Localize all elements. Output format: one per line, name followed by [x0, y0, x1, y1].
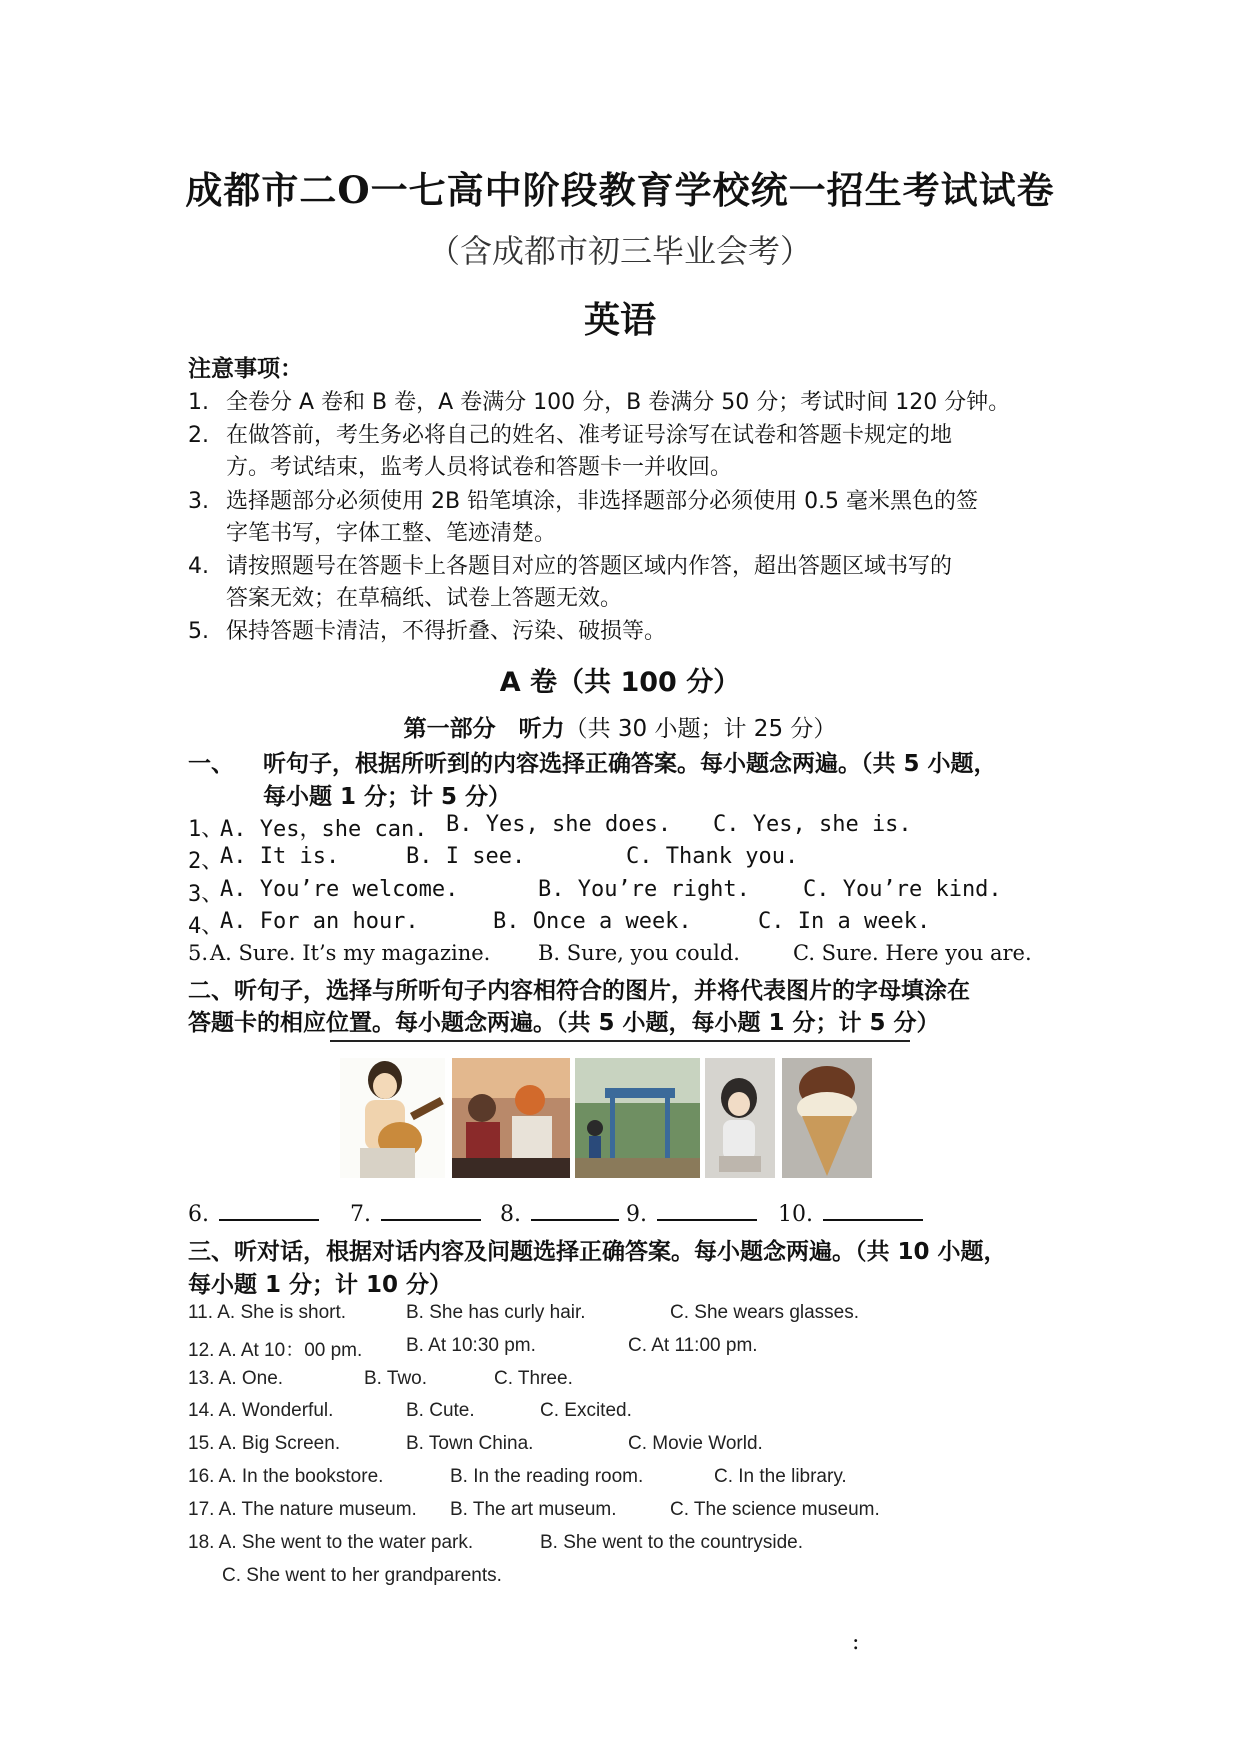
- footer-mark: :: [852, 1630, 860, 1655]
- question-row: 11. A. She is short. B. She has curly hair. C. She wears glasses.: [188, 1302, 860, 1323]
- exam-title: 成都市二O一七高中阶段教育学校统一招生考试试卷: [185, 168, 1055, 212]
- ice-cream-picture: [782, 1058, 872, 1178]
- exam-subtitle: （含成都市初三毕业会考）: [427, 232, 812, 270]
- answer-blank[interactable]: 8.: [500, 1197, 619, 1227]
- guitar-player-picture: [340, 1058, 445, 1178]
- note-item-continuation: 方。考试结束，监考人员将试卷和答题卡一并收回。: [226, 455, 733, 480]
- question-row: 3、 A. You’re welcome. B. You’re right. C. You’re kind.: [188, 877, 1002, 907]
- people-chatting-picture: [452, 1058, 570, 1178]
- note-item-continuation: 字笔书写，字体工整、笔迹清楚。: [226, 521, 557, 546]
- section-three-instructions-cont: 每小题 1 分；计 10 分）: [188, 1272, 453, 1298]
- exam-subject: 英语: [583, 299, 656, 341]
- note-item: 3. 选择题部分必须使用 2B 铅笔填涂，非选择题部分必须使用 0.5 毫米黑色的签: [188, 489, 979, 514]
- girl-crouching-picture: [705, 1058, 775, 1178]
- question-row: 17. A. The nature museum. B. The art museum. C. The science museum.: [188, 1499, 880, 1520]
- question-row: 16. A. In the bookstore. B. In the reading room. C. In the library.: [188, 1466, 847, 1487]
- question-row: 5. A. Sure. It’s my magazine. B. Sure, you could. C. Sure. Here you are.: [188, 941, 1032, 965]
- answer-blank[interactable]: 6.: [188, 1197, 319, 1227]
- question-row: 14. A. Wonderful. B. Cute. C. Excited.: [188, 1400, 632, 1421]
- question-row: 4、 A. For an hour. B. Once a week. C. In a week.: [188, 909, 931, 939]
- divider-line: [330, 1040, 910, 1042]
- note-item: 2. 在做答前，考生务必将自己的姓名、准考证号涂写在试卷和答题卡规定的地: [188, 423, 953, 448]
- section-one-instructions-cont: 每小题 1 分；计 5 分）: [263, 784, 512, 810]
- playground-picture: [575, 1058, 700, 1178]
- question-row: 2、 A. It is. B. I see. C. Thank you.: [188, 844, 799, 874]
- question-row-continuation: C. She went to her grandparents.: [222, 1565, 502, 1586]
- answer-blank[interactable]: 10.: [778, 1197, 923, 1227]
- part-one-heading: 第一部分 听力（共 30 小题；计 25 分）: [403, 716, 837, 742]
- question-row: 15. A. Big Screen. B. Town China. C. Movie World.: [188, 1433, 763, 1454]
- notes-heading: 注意事项：: [188, 356, 303, 382]
- section-one-instructions: 一、 听句子，根据所听到的内容选择正确答案。每小题念两遍。（共 5 小题，: [188, 751, 997, 777]
- note-item-continuation: 答案无效；在草稿纸、试卷上答题无效。: [226, 586, 623, 611]
- section-two-instructions-cont: 答题卡的相应位置。每小题念两遍。（共 5 小题，每小题 1 分；计 5 分）: [188, 1010, 940, 1036]
- answer-blank[interactable]: 9.: [626, 1197, 757, 1227]
- answer-blanks-row: [188, 1197, 948, 1227]
- question-row: 1、 A. Yes，she can. B. Yes, she does. C. Yes, she is.: [188, 812, 912, 842]
- note-item: 1. 全卷分 A 卷和 B 卷，A 卷满分 100 分，B 卷满分 50 分；考试时间 120 分钟。: [188, 390, 1011, 415]
- section-three-instructions: 三、听对话，根据对话内容及问题选择正确答案。每小题念两遍。（共 10 小题，: [188, 1239, 1007, 1265]
- question-row: 12. A. At 10：00 pm. B. At 10:30 pm. C. At 11:00 pm.: [188, 1335, 758, 1361]
- note-item: 5. 保持答题卡清洁，不得折叠、污染、破损等。: [188, 619, 667, 644]
- note-item: 4. 请按照题号在答题卡上各题目对应的答题区域内作答，超出答题区域书写的: [188, 554, 953, 579]
- question-row: 13. A. One. B. Two. C. Three.: [188, 1368, 573, 1389]
- picture-strip: [340, 1058, 890, 1178]
- answer-blank[interactable]: 7.: [350, 1197, 481, 1227]
- section-two-instructions: 二、听句子，选择与所听句子内容相符合的图片，并将代表图片的字母填涂在: [188, 978, 970, 1004]
- paper-a-heading: A 卷（共 100 分）: [499, 667, 741, 698]
- question-row: 18. A. She went to the water park. B. She went to the countryside.: [188, 1532, 803, 1553]
